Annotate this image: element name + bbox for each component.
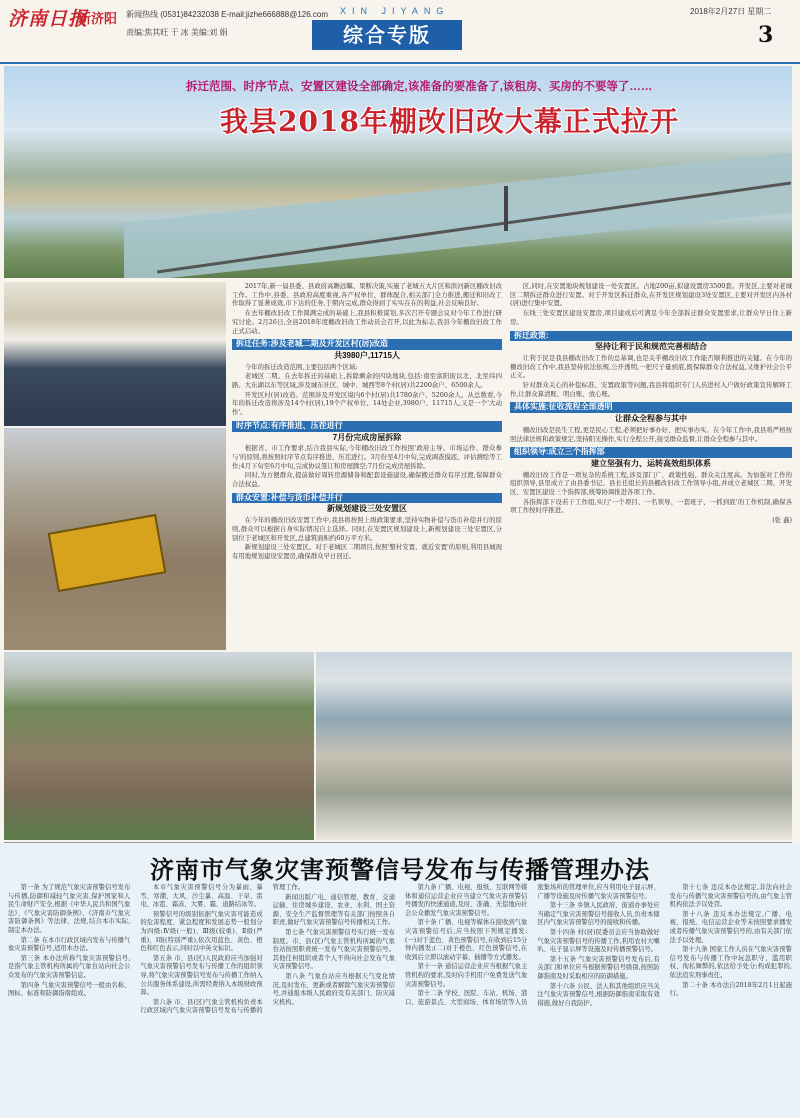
section-heading-policy: 拆迁政策:	[510, 331, 792, 342]
river-shape	[124, 149, 792, 278]
masthead-info	[126, 6, 328, 42]
village-aerial-photo	[4, 652, 314, 840]
article-column-2	[510, 282, 792, 526]
regulation-article: 第八条 气象台站应当根据天气变化情况,及时发布、更新或者解除气象灾害预警信号,并通报本级人民政府及有关部门、防灾减灾机构。	[272, 972, 395, 1006]
regulation-article: 第四条 气象灾害预警信号一般由名称、图标、标准和防御指南组成。	[8, 981, 131, 998]
regulation-article: 第三条 本办法所称气象灾害预警信号,是指气象主管机构所属的气象台站向社会公众发布的气象灾害预警信息。	[8, 954, 131, 979]
article-column-1	[232, 282, 502, 562]
body-paragraph: 区,同时,在安置地块规划建设一处安置区。占地200亩,拟建设置房3500套。开发区,主要对老城区二期拆迁群众进行安置。对于开发区拆迁群众,在开发区规划建设3处安置区,主要对开发区内各村(居)进行集中安置。	[510, 282, 792, 308]
regulation-article: 第十七条 违反本办法规定,非法向社会发布与传播气象灾害预警信号的,由气象主管机构依法予以处罚。	[669, 884, 792, 909]
regulation-article: 第十五条 气象灾害预警信号发布后,有关部门和单位应当根据预警信号级别,按照防御指南及时采取相应的防御措施。	[537, 955, 660, 980]
section-subheading-schedule: 7月份完成房屋拆除	[332, 432, 402, 442]
newspaper-logo-sub: 新济阳	[78, 12, 118, 27]
section-subheading-implementation: 让群众全程参与其中	[615, 414, 687, 424]
body-paragraph: 在今年的棚改旧改安置工作中,我县将按照上级政策要求,坚持实物补偿与货币补偿并行的原则,群众可以根据自身实际情况自主选择。同时,在安置区规划建设上,新规划建设三处安置区,分别位于老城区和开发区,总建筑面积约60万平方米。	[232, 516, 502, 542]
section-heading-schedule: 时序节点:有序推进、压茬进行	[232, 421, 502, 432]
regulation-article: 第十条 广播、电视等媒体在接收到气象灾害预警信号后,应当按照下列规定播发:(一)对于蓝色、黄色预警信号,在收到后15分钟内播发;(二)对于橙色、红色预警信号,在收到后立即以滚动字幕、插播等方式播发。	[404, 919, 528, 961]
body-paragraph: 棚改旧改是民生工程,更是民心工程,必须把好事办好、把实事办实。在今年工作中,我县将严格按照法律法规和政策规定,坚持阳光操作,实行全程公开,接受群众监督,让群众全程参与其中。	[510, 425, 792, 443]
body-paragraph: 东线三处安置区建设安置房,项目建成后可满足今年全部拆迁群众安置需求,让群众早日住上新房。	[510, 309, 792, 326]
regulation-article: 第十四条 村(居)民委员会应当协助做好气象灾害预警信号的传播工作,利用农村大喇叭、电子显示屏等设施及时传播预警信号。	[537, 928, 660, 954]
regulation-article: 第十二条 学校、医院、车站、机场、港口、旅游景点、大型商场、体育场馆等人员密集场所的管理单位,应当利用电子显示屏、广播等设施及时传播气象灾害预警信号。	[404, 884, 660, 1006]
body-paragraph: 根据省、市工作要求,结合我县实际,今年棚改旧改工作按照'政府主导、市场运作、群众参与'的原则,将按照时序节点有序推进、压茬进行。3月份至4月中旬,完成调查摸底、评估测绘等工作;4月下旬至6月中旬,完成协议签订和房屋腾空;7月份完成房屋拆除。	[232, 444, 502, 470]
regulation-article: 第二条 在本市行政区域内发布与传播气象灾害预警信号,适用本办法。	[8, 936, 131, 953]
section-heading-demolition: 拆迁任务:涉及老城二期及开发区村(居)改造	[232, 339, 502, 350]
pinyin-banner: XIN JIYANG	[340, 6, 450, 16]
editors-text: 责编:焦其旺 于 冰 美编:刘 娟	[126, 28, 228, 37]
section-title: 综合专版	[312, 20, 462, 50]
intro-paragraph-2: 在去年棚改旧改工作圆满完成的基础上,我县积极谋划,多次召开专题会议对今年工作进行研究讨论。2月26日,全县2018年度棚改旧改工作动员会召开,以此为标志,我县今年棚改旧改工作正式启动。	[232, 309, 502, 335]
issue-date: 2018年2月27日 星期二	[690, 7, 772, 16]
section-subheading-demolition: 共3980户,11715人	[334, 350, 400, 360]
body-paragraph: 新规划建设三处安置区。对于老城区二期项目,按照'整村安置、就近安置'的原则,利用县城现有用地规划建设安置房,确保群众早日回迁。	[232, 543, 502, 560]
regulation-article: 新闻出版广电、通信管理、教育、交通运输、住房城乡建设、农业、水利、国土资源、安全生产监督管理等有关部门按照各自职责,做好气象灾害预警信号传播相关工作。	[272, 893, 395, 927]
regulation-article: 第七条 气象灾害预警信号实行统一发布制度。市、县(区)气象主管机构所属的气象台站按照职责统一发布气象灾害预警信号。其他任何组织或者个人不得向社会发布气象灾害预警信号。	[272, 928, 395, 971]
section-heading-resettlement: 群众安置:补偿与货币补偿并行	[232, 493, 502, 504]
regulation-article: 第十一条 通信运营企业应当根据气象主管机构的要求,及时向手机用户免费发送气象灾害预警信号。	[404, 963, 528, 988]
bridge-tower-shape	[504, 186, 508, 231]
regulation-article: 预警信号的级别依据气象灾害可能造成的危害程度、紧急程度和发展态势一般划分为四级:Ⅳ级(一般)、Ⅲ级(较重)、Ⅱ级(严重)、Ⅰ级(特别严重),依次用蓝色、黄色、橙色和红色表示,同时以中英文标识。	[140, 910, 263, 953]
section-subheading-policy: 坚持让利于民和规范完善相结合	[595, 342, 707, 352]
regulation-article: 第九条 广播、电视、报纸、互联网等媒体和通信运营企业应当建立气象灾害预警信号播发的快速通道,及时、准确、无偿地向社会公众播发气象灾害预警信号。	[404, 884, 528, 917]
body-paragraph: 开发区村(居)改造。范围涉及开发区境内6个村(居)共1780余户、5200余人。从总数看,今年的拆迁改造将涉及14个村(居),19个产权单位、14处企业,3980户、11715人,又是一个'大动作'。	[232, 390, 502, 417]
page-number: 3	[758, 22, 774, 48]
regulation-article: 第六条 市、县(区)气象主管机构负责本行政区域内气象灾害预警信号发布与传播的管理工作。	[140, 884, 305, 1015]
byline: (张 鑫)	[772, 516, 792, 525]
hotline-text: 新闻热线 (0531)84232038 E-mail:jizhe666888@126.com	[126, 10, 329, 19]
hero-photo	[4, 66, 792, 278]
regulation-article: 第二十条 本办法自2018年2月1日起施行。	[669, 981, 792, 998]
meeting-photo	[4, 282, 226, 426]
regulation-article: 第十九条 国家工作人员在气象灾害预警信号发布与传播工作中玩忽职守、滥用职权、徇私舞弊的,依法给予处分;构成犯罪的,依法追究刑事责任。	[669, 946, 792, 979]
body-paragraph: 让利于民是我县棚改旧改工作的总基调,也是关乎棚改旧改工作能否顺利推进的关键。在今年的棚改旧改工作中,我县坚持依法依规,公开透明,一把尺子量到底,既保障群众合法权益,又维护社会公平正义。	[510, 353, 792, 380]
body-paragraph: 各指挥部下设若干工作组,实行'一个项目、一名领导、一套班子、一抓到底'的工作机制,确保各项工作按时序推进。	[510, 497, 792, 515]
regulation-body	[8, 884, 792, 1114]
masthead	[0, 0, 800, 64]
intro-paragraph-1: 2017年,新一届县委、县政府高瞻远瞩、果断决策,实施了老城五大片区和滨河新区棚改旧改工作。工作中,县委、县政府高度重视,各产权单位、群体配合,相关部门全力推进,搬迁和旧改工作取得了显著成效,市下达的任务,于期内完成,群众得到了实实在在的利益,社会反响良好。	[232, 282, 502, 308]
body-paragraph: 老城区二期。在去年拆迁的基础上,拆除剩余的四块地块,包括:南至富阳街以北、北至纬四路、大东湖以东等区域,涉及城东社区、城中、城西等8个村(居)共2200余户、6500余人。	[232, 372, 502, 390]
section-heading-leadership: 组织领导:成立三个指挥部	[510, 447, 792, 458]
body-paragraph: 针对群众关心的补偿标准、安置政策等问题,我县将组织专门人员进村入户做好政策宣传解释工作,让群众算清账、明白账、放心账。	[510, 381, 792, 398]
regulation-article: 第十八条 违反本办法规定,广播、电视、报纸、电信运营企业等未按照要求播发或者传播气象灾害预警信号的,由有关部门依法予以处理。	[669, 910, 792, 944]
regulation-article: 本市气象灾害预警信号分为暴雨、暴雪、寒潮、大风、沙尘暴、高温、干旱、雷电、冰雹、霜冻、大雾、霾、道路结冰等。	[140, 884, 263, 909]
headline-subtitle: 拆迁范围、时序节点、安置区建设全部确定,该准备的要准备了,该租房、买房的不要等了……	[186, 81, 653, 93]
main-headline: 我县2018年棚改旧改大幕正式拉开	[220, 105, 679, 138]
newspaper-logo: 济南日报	[8, 8, 89, 30]
regulation-article: 第一条 为了规范气象灾害预警信号发布与传播,防御和减轻气象灾害,保护国家和人民生命财产安全,根据《中华人民共和国气象法》、《气象灾害防御条例》、《济南市气象灾害防御条例》等法律、法规,结合本市实际,制定本办法。	[8, 884, 131, 934]
section-subheading-resettlement: 新规划建设三处安置区	[327, 504, 407, 514]
demolition-photo	[4, 428, 226, 650]
section-subheading-leadership: 建立坚强有力、运转高效组织体系	[591, 458, 711, 468]
section-heading-implementation: 具体实施:征收流程全部透明	[510, 402, 792, 413]
body-paragraph: 同时,为方便群众,提前做好周转房源储备和配套设施建设,确保搬迁群众有序过渡,保障群众合法权益。	[232, 471, 502, 489]
regulation-article: 第十三条 乡镇人民政府、街道办事处应当确定气象灾害预警信号接收人员,负责本辖区内气象灾害预警信号的接收和传播。	[537, 902, 660, 927]
town-aerial-photo	[316, 652, 792, 840]
regulation-title: 济南市气象灾害预警信号发布与传播管理办法	[150, 855, 650, 884]
body-paragraph: 今年的拆迁改造范围,主要包括两个区域:	[244, 362, 358, 371]
regulation-article: 第五条 市、县(区)人民政府应当加强对气象灾害预警信号发布与传播工作的组织领导,将气象灾害预警信号发布与传播工作纳入公共服务体系建设,所需经费纳入本级财政预算。	[140, 954, 263, 997]
excavator-shape	[48, 514, 167, 592]
regulation-article: 第十六条 公民、法人和其他组织应当关注气象灾害预警信号,根据防御指南采取有效措施,做好自我防护。	[537, 982, 660, 1007]
body-paragraph: 棚改旧改工作是一项复杂的系统工程,涉及部门广、政策性强、群众关注度高。为加强对工作的组织领导,县里成立了由县委书记、县长任组长的县棚改旧改工作领导小组,并成立老城区二期、开发区、安置区建设三个指挥部,统筹协调推进各项工作。	[510, 470, 792, 497]
